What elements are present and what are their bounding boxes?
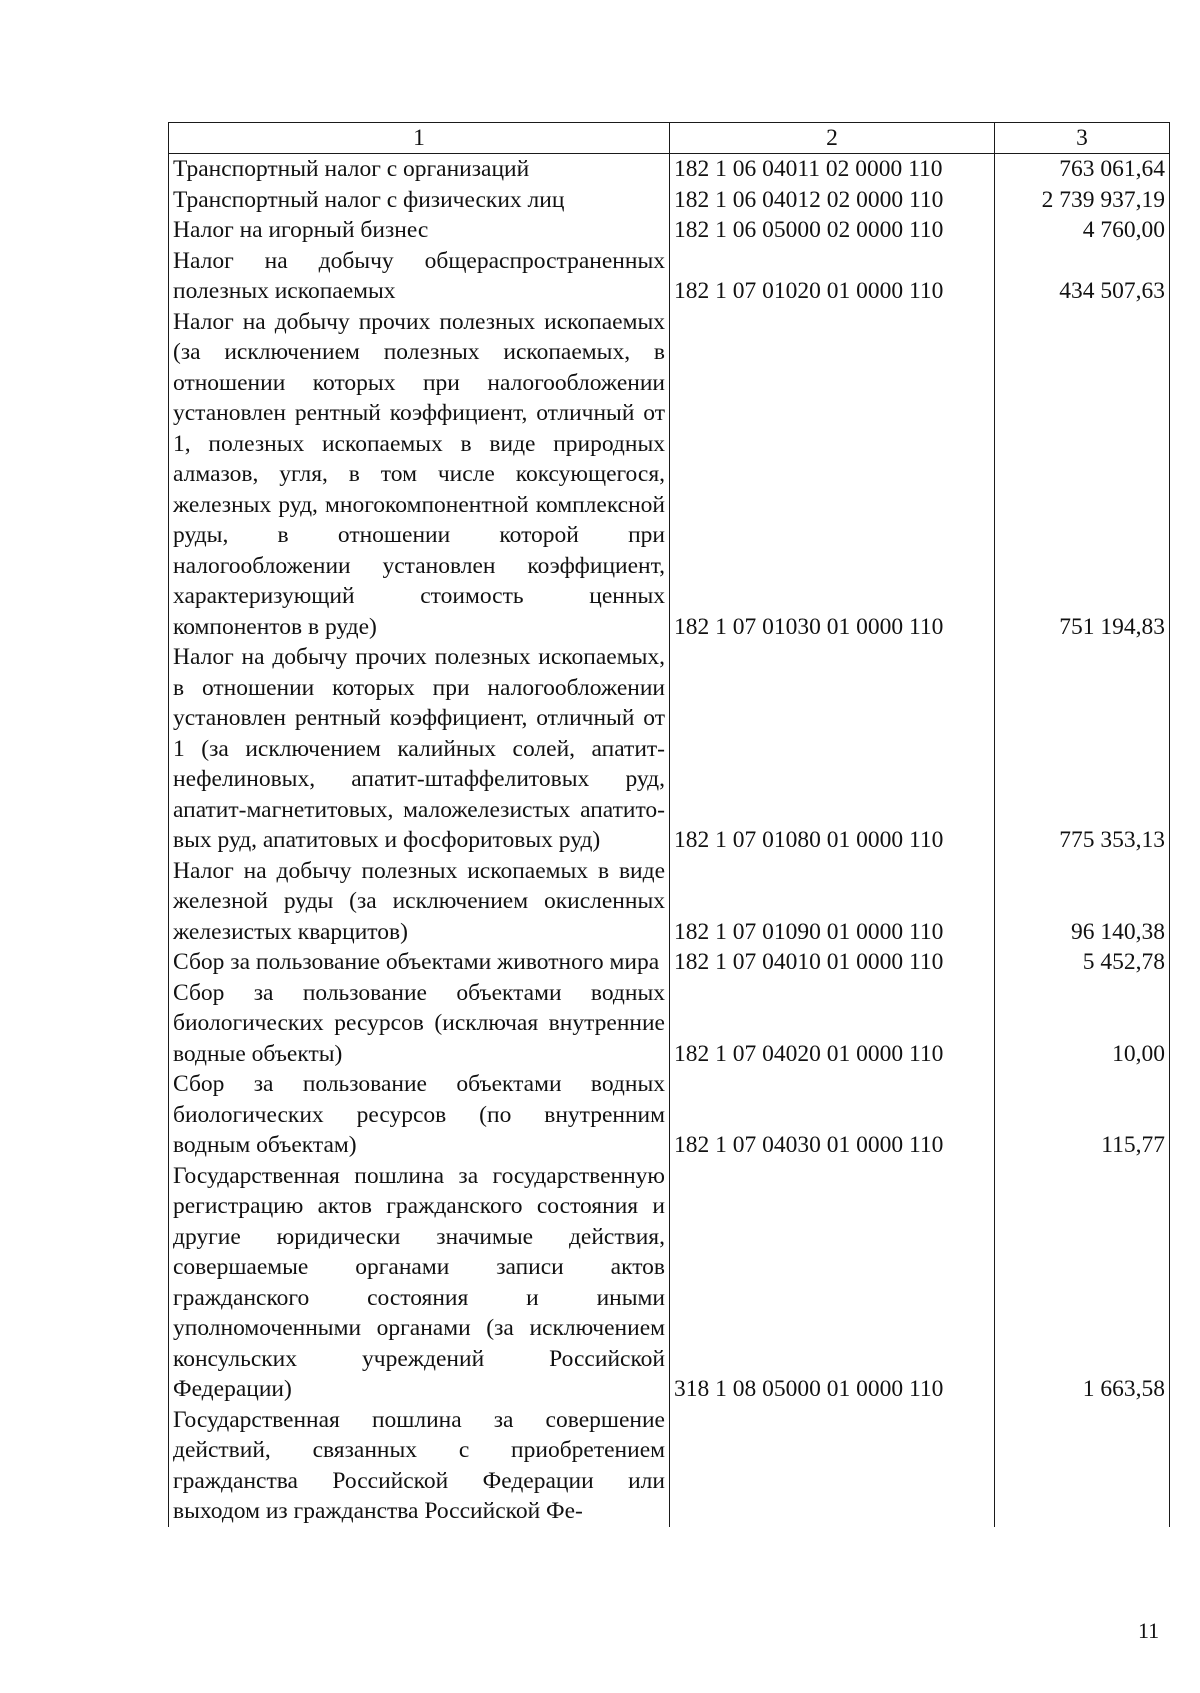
row-code: 182 1 07 01030 01 0000 110 (670, 307, 995, 643)
row-name: Сбор за пользование объектами животного мира (169, 947, 670, 978)
table-row (169, 307, 1170, 643)
table-row (169, 1069, 1170, 1161)
row-code: 182 1 07 01090 01 0000 110 (670, 856, 995, 948)
row-amount: 115,77 (995, 1069, 1170, 1161)
table-header-row (169, 123, 1170, 154)
row-name: Транспортный налог с организаций (169, 154, 670, 185)
row-name: Налог на добычу полезных ископаемых в виде железной руды (за исключением окисленных железистых кварцитов) (169, 856, 670, 948)
revenue-table-body (169, 123, 1170, 1527)
table-row (169, 154, 1170, 185)
row-code: 182 1 07 01020 01 0000 110 (670, 246, 995, 307)
row-amount: 96 140,38 (995, 856, 1170, 948)
column-header-2: 2 (670, 123, 995, 154)
table-row (169, 246, 1170, 307)
row-code: 182 1 06 04012 02 0000 110 (670, 185, 995, 216)
table-row (169, 856, 1170, 948)
row-code: 182 1 07 04030 01 0000 110 (670, 1069, 995, 1161)
table-row (169, 185, 1170, 216)
column-header-1: 1 (169, 123, 670, 154)
row-amount: 763 061,64 (995, 154, 1170, 185)
row-code: 182 1 06 04011 02 0000 110 (670, 154, 995, 185)
row-code: 182 1 07 01080 01 0000 110 (670, 642, 995, 856)
row-amount: 2 739 937,19 (995, 185, 1170, 216)
row-amount: 5 452,78 (995, 947, 1170, 978)
table-row (169, 215, 1170, 246)
row-name: Государственная пошлина за государственную регистрацию актов гражданского состояния и другие юридически значимые действия, совершаемые органами записи актов гражданского состояния и иными уполномоченными органами (за исключением консульских учреждений Российской Федерации) (169, 1161, 670, 1405)
row-code (670, 1405, 995, 1527)
row-name: Сбор за пользование объектами водных биологических ресурсов (исключая внутренние водные объекты) (169, 978, 670, 1070)
row-amount: 10,00 (995, 978, 1170, 1070)
row-name: Сбор за пользование объектами водных биологических ресурсов (по внутренним водным объектам) (169, 1069, 670, 1161)
row-name: Налог на добычу прочих полезных ископаемых, в отношении которых при налогообложении установлен рентный коэффициент, отличный от 1 (за исключением калийных солей, апатит-нефелиновых, апатит-штаффелитовых руд, апатит-магнетитовых, маложелезистых апатитовых руд, апатитовых и фосфоритовых руд) (169, 642, 670, 856)
row-amount: 1 663,58 (995, 1161, 1170, 1405)
table-row (169, 947, 1170, 978)
row-name: Транспортный налог с физических лиц (169, 185, 670, 216)
row-code: 182 1 07 04020 01 0000 110 (670, 978, 995, 1070)
row-code: 182 1 07 04010 01 0000 110 (670, 947, 995, 978)
table-row (169, 1161, 1170, 1405)
revenue-table (168, 122, 1170, 1527)
column-header-3: 3 (995, 123, 1170, 154)
table-row (169, 978, 1170, 1070)
row-amount: 434 507,63 (995, 246, 1170, 307)
page-number: 11 (1138, 1618, 1160, 1643)
row-name: Налог на добычу прочих полезных ископаемых (за исключением полезных ископаемых, в отношении которых при налогообложении установлен рентный коэффициент, отличный от 1, полезных ископаемых в виде природных алмазов, угля, в том числе коксующегося, железных руд, многокомпонентной комплексной руды, в отношении которой при налогообложении установлен коэффициент, характеризующий стоимость ценных компонентов в руде) (169, 307, 670, 643)
row-code: 318 1 08 05000 01 0000 110 (670, 1161, 995, 1405)
row-code: 182 1 06 05000 02 0000 110 (670, 215, 995, 246)
table-row (169, 1405, 1170, 1527)
row-name: Налог на игорный бизнес (169, 215, 670, 246)
row-amount: 775 353,13 (995, 642, 1170, 856)
row-name: Налог на добычу общераспространенных полезных ископаемых (169, 246, 670, 307)
row-amount: 4 760,00 (995, 215, 1170, 246)
table-row (169, 642, 1170, 856)
row-name: Государственная пошлина за совершение действий, связанных с приобретением гражданства Российской Федерации или выходом из гражданства Российской Фе- (169, 1405, 670, 1527)
row-amount (995, 1405, 1170, 1527)
row-amount: 751 194,83 (995, 307, 1170, 643)
